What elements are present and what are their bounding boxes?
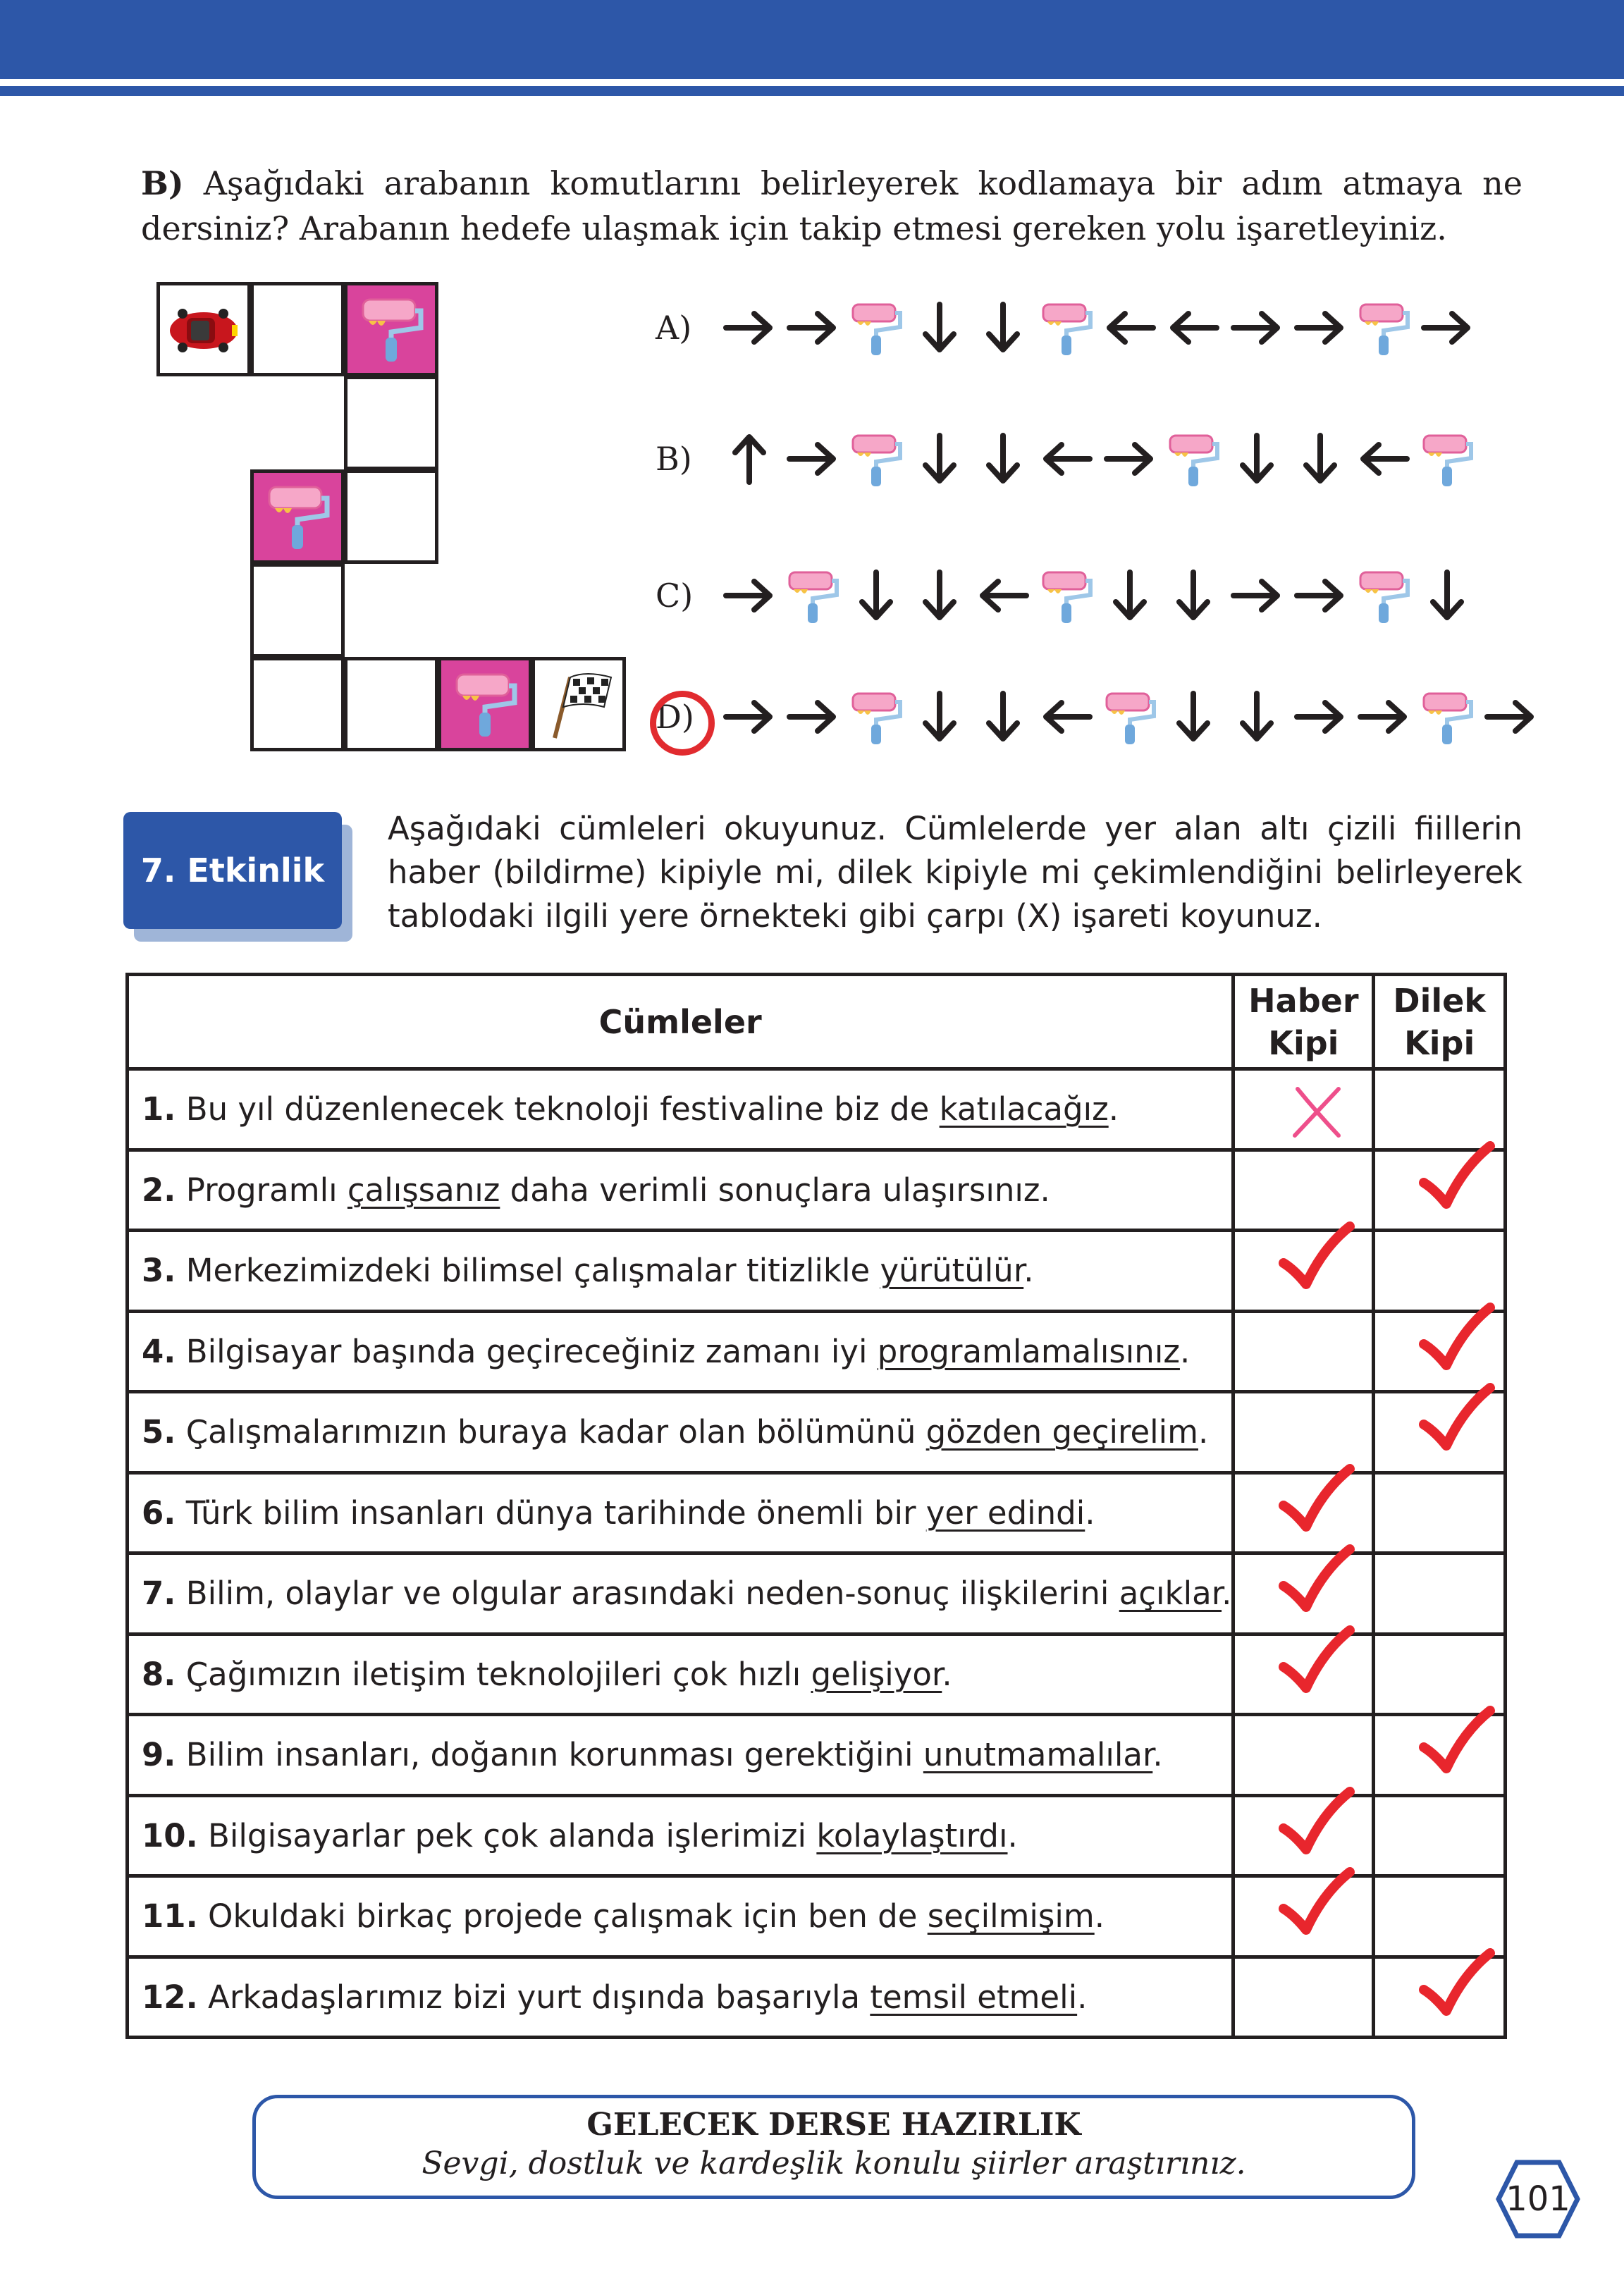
sentence-pre: Merkezimizdeki bilimsel çalışmalar titizlikle xyxy=(185,1252,880,1290)
sentence-number: 9. xyxy=(142,1736,176,1774)
dilek-cell[interactable] xyxy=(1374,1553,1506,1635)
grid-cell xyxy=(250,657,345,751)
section-b-letter: B) xyxy=(141,164,184,202)
left-arrow-icon xyxy=(1100,297,1160,358)
right-arrow-icon xyxy=(782,687,843,747)
command-sequence xyxy=(719,687,1544,747)
down-arrow-icon xyxy=(846,565,906,626)
dilek-cell[interactable] xyxy=(1374,1472,1506,1553)
dilek-cell[interactable] xyxy=(1374,1231,1506,1312)
grid-cell-paint xyxy=(438,657,532,751)
sentence-post: daha verimli sonuçlara ulaşırsınız. xyxy=(500,1171,1050,1209)
sentence-cell xyxy=(128,1634,1234,1715)
underlined-verb: çalışsanız xyxy=(347,1171,500,1209)
right-arrow-icon xyxy=(1100,429,1160,489)
left-arrow-icon xyxy=(1163,297,1224,358)
right-arrow-icon xyxy=(1290,297,1351,358)
right-arrow-icon xyxy=(1290,687,1351,747)
table-row xyxy=(128,1150,1506,1231)
down-arrow-icon xyxy=(909,687,970,747)
paint-roller-icon xyxy=(448,667,522,741)
section-b-text: Aşağıdaki arabanın komutlarını belirleyerek kodlamaya bir adım atmaya ne dersiniz? Arabanın hedefe ulaşmak için takip etmesi gereken yolu işaretleyiniz. xyxy=(141,164,1522,247)
paint-roller-icon xyxy=(1353,565,1414,626)
sentence-pre: Çalışmalarımızın buraya kadar olan bölümünü xyxy=(185,1413,926,1451)
sentence-post: . xyxy=(1198,1413,1209,1451)
underlined-verb: gözden geçirelim xyxy=(925,1413,1198,1451)
paint-roller-icon xyxy=(355,293,428,366)
paint-roller-icon xyxy=(261,480,334,553)
sentence-number: 1. xyxy=(142,1090,176,1128)
paint-roller-icon xyxy=(1417,429,1477,489)
table-row xyxy=(128,1231,1506,1312)
sentence-number: 5. xyxy=(142,1413,176,1451)
option-label: D) xyxy=(656,698,719,736)
underlined-verb: seçilmişim xyxy=(927,1897,1095,1935)
paint-roller-icon xyxy=(782,565,843,626)
header-band xyxy=(0,0,1624,79)
page-number: 101 xyxy=(1506,2179,1570,2219)
down-arrow-icon xyxy=(1100,565,1160,626)
right-arrow-icon xyxy=(1226,565,1287,626)
sentence-post: . xyxy=(1085,1494,1095,1532)
sentence-number: 10. xyxy=(142,1816,198,1854)
sentence-post: . xyxy=(1007,1816,1018,1854)
underlined-verb: programlamalısınız xyxy=(877,1332,1180,1370)
haber-cell[interactable] xyxy=(1234,1957,1374,2038)
sentence-pre: Bilgisayar başında geçireceğiniz zamanı iyi xyxy=(185,1332,878,1370)
underlined-verb: katılacağız xyxy=(939,1090,1109,1128)
underlined-verb: unutmamalılar xyxy=(923,1736,1153,1774)
dilek-cell[interactable] xyxy=(1374,1957,1506,2038)
option-a[interactable] xyxy=(656,296,1480,359)
col-header-haber: Haber Kipi xyxy=(1234,975,1374,1069)
underlined-verb: yürütülür xyxy=(880,1252,1024,1290)
left-arrow-icon xyxy=(1353,429,1414,489)
haber-cell[interactable] xyxy=(1234,1311,1374,1392)
paint-roller-icon xyxy=(1036,565,1097,626)
haber-cell[interactable] xyxy=(1234,1392,1374,1473)
table-row xyxy=(128,1392,1506,1473)
grid-cell-paint xyxy=(344,282,438,376)
sentence-cell xyxy=(128,1231,1234,1312)
sentence-post: . xyxy=(1152,1736,1163,1774)
sentence-post: . xyxy=(1077,1978,1088,2016)
paint-roller-icon xyxy=(1036,297,1097,358)
table-row xyxy=(128,1311,1506,1392)
underlined-verb: temsil etmeli xyxy=(870,1978,1078,2016)
down-arrow-icon xyxy=(909,297,970,358)
sentence-cell xyxy=(128,1553,1234,1635)
table-row xyxy=(128,1876,1506,1957)
sentence-number: 4. xyxy=(142,1332,176,1370)
down-arrow-icon xyxy=(1417,565,1477,626)
sentence-number: 7. xyxy=(142,1575,176,1613)
section-b-instruction xyxy=(141,161,1522,251)
header-stripe xyxy=(0,86,1624,96)
haber-cell[interactable] xyxy=(1234,1553,1374,1635)
table-row xyxy=(128,1553,1506,1635)
table-row xyxy=(128,1795,1506,1876)
haber-cell[interactable] xyxy=(1234,1795,1374,1876)
sentence-pre: Arkadaşlarımız bizi yurt dışında başarıyla xyxy=(208,1978,871,2016)
sentence-post: . xyxy=(1222,1575,1232,1613)
paint-roller-icon xyxy=(1163,429,1224,489)
next-lesson-task: Sevgi, dostluk ve kardeşlik konulu şiirler araştırınız. xyxy=(422,2146,1246,2181)
dilek-cell[interactable] xyxy=(1374,1311,1506,1392)
grid-cell-paint xyxy=(250,469,345,564)
sentence-cell xyxy=(128,1069,1234,1150)
sentence-pre: Türk bilim insanları dünya tarihinde önemli bir xyxy=(185,1494,926,1532)
next-lesson-title: GELECEK DERSE HAZIRLIK xyxy=(586,2107,1081,2143)
dilek-cell[interactable] xyxy=(1374,1634,1506,1715)
up-arrow-icon xyxy=(719,429,780,489)
sentence-post: . xyxy=(1179,1332,1191,1370)
option-c[interactable] xyxy=(656,564,1480,627)
dilek-cell[interactable] xyxy=(1374,1069,1506,1150)
grid-cell xyxy=(344,469,438,564)
underlined-verb: gelişiyor xyxy=(811,1655,942,1693)
sentence-pre: Bilim, olaylar ve olgular arasındaki neden-sonuç ilişkilerini xyxy=(185,1575,1119,1613)
command-sequence xyxy=(719,429,1480,489)
sentence-cell xyxy=(128,1795,1234,1876)
left-arrow-icon xyxy=(973,565,1033,626)
haber-cell[interactable] xyxy=(1234,1715,1374,1796)
right-arrow-icon xyxy=(719,297,780,358)
mood-table xyxy=(125,973,1507,2039)
option-label: C) xyxy=(656,577,694,615)
paint-roller-icon xyxy=(846,687,906,747)
right-arrow-icon xyxy=(1226,297,1287,358)
sentence-post: . xyxy=(1108,1090,1119,1128)
sentence-pre: Bu yıl düzenlenecek teknoloji festivaline biz de xyxy=(185,1090,940,1128)
dilek-cell[interactable] xyxy=(1374,1392,1506,1473)
sentence-number: 12. xyxy=(142,1978,198,2016)
option-b[interactable] xyxy=(656,427,1480,491)
sentence-post: . xyxy=(1094,1897,1105,1935)
table-row xyxy=(128,1634,1506,1715)
left-arrow-icon xyxy=(1036,429,1097,489)
paint-roller-icon xyxy=(846,429,906,489)
table-header-row xyxy=(128,975,1506,1069)
haber-cell[interactable] xyxy=(1234,1634,1374,1715)
grid-cell xyxy=(344,376,438,470)
sentence-cell xyxy=(128,1150,1234,1231)
grid-cell-finish xyxy=(531,657,626,751)
down-arrow-icon xyxy=(1226,429,1287,489)
sentence-number: 11. xyxy=(142,1897,198,1935)
sentence-pre: Okuldaki birkaç projede çalışmak için ben de xyxy=(208,1897,928,1935)
sentence-cell xyxy=(128,1715,1234,1796)
right-arrow-icon xyxy=(1480,687,1541,747)
down-arrow-icon xyxy=(1226,687,1287,747)
haber-cell[interactable] xyxy=(1234,1069,1374,1150)
paint-roller-icon xyxy=(846,297,906,358)
command-sequence xyxy=(719,297,1480,358)
grid-cell xyxy=(250,282,345,376)
next-lesson-box xyxy=(252,2095,1415,2199)
sentence-post: . xyxy=(1023,1252,1034,1290)
down-arrow-icon xyxy=(1163,565,1224,626)
option-d[interactable] xyxy=(656,685,1544,749)
sentence-pre: Bilim insanları, doğanın korunması gerektiğini xyxy=(185,1736,923,1774)
sentence-number: 3. xyxy=(142,1252,176,1290)
sentence-number: 2. xyxy=(142,1171,176,1209)
left-arrow-icon xyxy=(1036,687,1097,747)
red-car-icon xyxy=(167,293,240,366)
sentence-post: . xyxy=(942,1655,952,1693)
down-arrow-icon xyxy=(973,429,1033,489)
down-arrow-icon xyxy=(973,297,1033,358)
table-row xyxy=(128,1957,1506,2038)
haber-cell[interactable] xyxy=(1234,1876,1374,1957)
paint-roller-icon xyxy=(1353,297,1414,358)
haber-cell[interactable] xyxy=(1234,1231,1374,1312)
grid-cell xyxy=(344,657,438,751)
dilek-cell[interactable] xyxy=(1374,1876,1506,1957)
table-row xyxy=(128,1472,1506,1553)
down-arrow-icon xyxy=(1163,687,1224,747)
sentence-cell xyxy=(128,1957,1234,2038)
right-arrow-icon xyxy=(719,687,780,747)
activity-instruction: Aşağıdaki cümleleri okuyunuz. Cümlelerde yer alan altı çizili fiillerin haber (bildirme) kipiyle mi, dilek kipiyle mi çekimlendiğini belirleyerek tablodaki ilgili yere örnekteki gibi çarpı (X) işareti koyunuz. xyxy=(388,810,1522,935)
right-arrow-icon xyxy=(1353,687,1414,747)
col-header-dilek: Dilek Kipi xyxy=(1374,975,1506,1069)
sentence-cell xyxy=(128,1311,1234,1392)
paint-roller-icon xyxy=(1100,687,1160,747)
underlined-verb: açıklar xyxy=(1119,1575,1222,1613)
sentence-pre: Çağımızın iletişim teknolojileri çok hızlı xyxy=(185,1655,811,1693)
checkered-flag-icon xyxy=(542,667,615,741)
right-arrow-icon xyxy=(719,565,780,626)
sentence-cell xyxy=(128,1472,1234,1553)
right-arrow-icon xyxy=(782,429,843,489)
underlined-verb: yer edindi xyxy=(925,1494,1085,1532)
selected-answer-circle xyxy=(650,691,715,756)
right-arrow-icon xyxy=(1417,297,1477,358)
sentence-number: 8. xyxy=(142,1655,176,1693)
down-arrow-icon xyxy=(973,687,1033,747)
option-label: B) xyxy=(656,440,692,478)
dilek-cell[interactable] xyxy=(1374,1715,1506,1796)
grid-cell xyxy=(250,563,345,658)
down-arrow-icon xyxy=(909,429,970,489)
sentence-cell xyxy=(128,1392,1234,1473)
page-number-badge xyxy=(1496,2160,1580,2239)
sentence-number: 6. xyxy=(142,1494,176,1532)
sentence-pre: Programlı xyxy=(185,1171,347,1209)
grid-cell-start xyxy=(156,282,251,376)
right-arrow-icon xyxy=(782,297,843,358)
dilek-cell[interactable] xyxy=(1374,1150,1506,1231)
table-row xyxy=(128,1069,1506,1150)
sentence-cell xyxy=(128,1876,1234,1957)
down-arrow-icon xyxy=(1290,429,1351,489)
haber-cell[interactable] xyxy=(1234,1150,1374,1231)
underlined-verb: kolaylaştırdı xyxy=(816,1816,1008,1854)
option-label: A) xyxy=(656,309,692,347)
activity-badge: 7. Etkinlik xyxy=(123,812,342,929)
table-row xyxy=(128,1715,1506,1796)
paint-roller-icon xyxy=(1417,687,1477,747)
sentence-pre: Bilgisayarlar pek çok alanda işlerimizi xyxy=(208,1816,817,1854)
down-arrow-icon xyxy=(909,565,970,626)
command-sequence xyxy=(719,565,1480,626)
right-arrow-icon xyxy=(1290,565,1351,626)
haber-cell[interactable] xyxy=(1234,1472,1374,1553)
col-header-sentences: Cümleler xyxy=(128,975,1234,1069)
dilek-cell[interactable] xyxy=(1374,1795,1506,1876)
